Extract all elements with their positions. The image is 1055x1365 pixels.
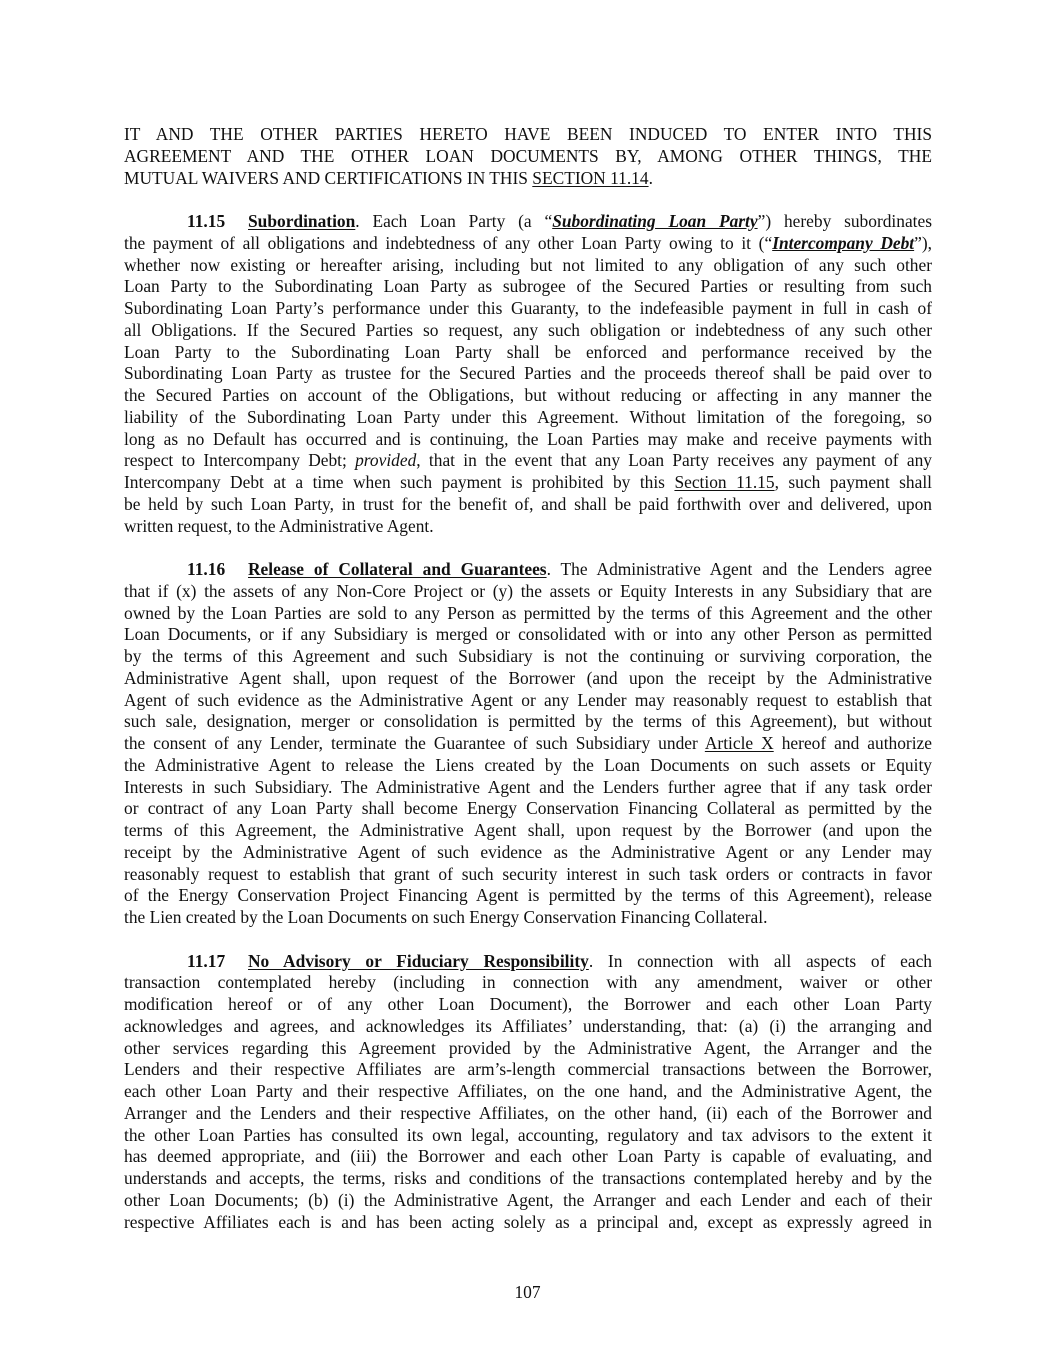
section-number: 11.17: [187, 950, 226, 971]
text-line: other services regarding this Agreement provided by the Administrative Agent, the Arranger and the: [124, 1037, 932, 1058]
text-line: [124, 233, 932, 255]
section-number: 11.15: [187, 211, 226, 231]
text-run: ”) hereby subordinates: [757, 211, 932, 231]
defined-term: Intercompany Debt: [772, 232, 915, 253]
text-line: [124, 951, 932, 973]
text-run: respect to Intercompany Debt;: [124, 450, 356, 471]
text-line: receipt by the Administrative Agent of such evidence as the Administrative Agent or any Lender may: [124, 841, 932, 862]
text-run: hereof and authorize: [773, 733, 932, 753]
text-line: AGREEMENT AND THE OTHER LOAN DOCUMENTS BY, AMONG OTHER THINGS, THE: [124, 145, 932, 166]
text-line: [124, 733, 932, 755]
defined-term: Subordinating Loan Party: [552, 211, 758, 231]
section-reference-link: Section 11.15: [674, 472, 775, 492]
section-11-15: [124, 211, 932, 537]
text-line: [124, 559, 932, 581]
text-line: [124, 168, 932, 190]
text-line: Lenders and their respective Affiliates are arm’s-length commercial transactions between the Borrower,: [124, 1059, 932, 1080]
text-run: MUTUAL WAIVERS AND CERTIFICATIONS IN THIS: [124, 167, 533, 188]
text-line: transaction contemplated hereby (including in connection with any amendment, waiver or other: [124, 972, 932, 993]
text-run: ”),: [914, 232, 932, 253]
section-heading: Release of Collateral and Guarantees: [248, 559, 547, 579]
article-reference-link: Article X: [704, 733, 774, 753]
text-line: the Lien created by the Loan Documents on such Energy Conservation Financing Collateral.: [124, 907, 768, 927]
text-line: owned by the Loan Parties are sold to any Person as permitted by the terms of this Agreement and the other: [124, 602, 932, 623]
document-page: [124, 124, 932, 1233]
text-line: all Obligations. If the Secured Parties so request, any such obligation or indebtedness of any such other: [124, 319, 932, 340]
text-line: modification hereof or of any other Loan Document), the Borrower and each other Loan Party: [124, 994, 932, 1014]
text-line: other Loan Documents; (b) (i) the Administrative Agent, the Arranger and each Lender and each of their: [124, 1189, 932, 1210]
text-run: the payment of all obligations and indebtedness of any other Loan Party owing to it (“: [124, 232, 773, 253]
text-line: terms of this Agreement, the Administrative Agent shall, upon request by the Borrower (and upon the: [124, 820, 932, 840]
text-line: such sale, designation, merger or consolidation is permitted by the terms of this Agreement), but without: [124, 711, 932, 732]
text-line: Loan Party to the Subordinating Loan Party shall be enforced and performance received by the: [124, 341, 932, 362]
text-line: each other Loan Party and their respective Affiliates, on the one hand, and the Administrative Agent, the: [124, 1081, 932, 1101]
text-line: by the terms of this Agreement and such Subsidiary is not the continuing or surviving corporation, the: [124, 646, 932, 666]
text-run: , that in the event that any Loan Party receives any payment of any: [416, 450, 932, 471]
text-line: whether now existing or hereafter arising, including but not limited to any obligation of any such other: [124, 254, 932, 275]
text-line: be held by such Loan Party, in trust for the benefit of, and shall be paid forthwith over and delivered, upon: [124, 493, 932, 514]
section-heading: No Advisory or Fiduciary Responsibility: [248, 950, 589, 971]
text-line: has deemed appropriate, and (iii) the Borrower and each other Loan Party is capable of evaluating, and: [124, 1146, 932, 1167]
section-heading: Subordination: [248, 211, 356, 231]
text-line: the Administrative Agent to release the Liens created by the Loan Documents on such assets or Equity: [124, 754, 932, 775]
intro-paragraph: [124, 124, 932, 189]
text-line: respective Affiliates each is and has been acting solely as a principal and, except as expressly agreed in: [124, 1211, 932, 1232]
text-run: , such payment shall: [774, 472, 932, 492]
text-line: Arranger and the Lenders and their respective Affiliates, on the other hand, (ii) each of the Borrower and: [124, 1102, 932, 1123]
text-line: Loan Documents, or if any Subsidiary is merged or consolidated with or into any other Person as permitted: [124, 624, 932, 645]
text-line: acknowledges and agrees, and acknowledges its Affiliates’ understanding, that: (a) (i) the arranging and: [124, 1015, 932, 1036]
text-run: .: [648, 167, 653, 188]
text-line: Administrative Agent shall, upon request of the Borrower (and upon the receipt by the Administrative: [124, 667, 932, 688]
text-run: the consent of any Lender, terminate the Guarantee of such Subsidiary under: [124, 733, 705, 753]
text-line: Loan Party to the Subordinating Loan Party as subrogee of the Secured Parties or resulting from such: [124, 276, 932, 297]
text-run: . In connection with all aspects of each: [588, 950, 932, 971]
text-line: understands and accepts, the terms, risks and conditions of the transactions contemplated hereby and by the: [124, 1168, 932, 1188]
text-run: . The Administrative Agent and the Lenders agree: [546, 559, 932, 579]
text-line: Agent of such evidence as the Administrative Agent or any Lender may reasonably request to establish that: [124, 689, 932, 710]
text-line: [124, 472, 932, 494]
section-number: 11.16: [187, 559, 226, 579]
page-number: 107: [514, 1282, 541, 1302]
text-line: the other Loan Parties has consulted its own legal, accounting, regulatory and tax advisors to the extent it: [124, 1124, 932, 1145]
text-line: Subordinating Loan Party as trustee for the Secured Parties and the proceeds thereof shall be paid over to: [124, 363, 932, 384]
text-line: that if (x) the assets of any Non-Core Project or (y) the assets or Equity Interests in any Subsidiary that are: [124, 580, 932, 601]
text-line: Subordinating Loan Party’s performance under this Guaranty, to the indefeasible payment in full in cash of: [124, 298, 932, 318]
section-reference-link: SECTION 11.14: [532, 167, 649, 188]
text-run: Intercompany Debt at a time when such payment is prohibited by this: [124, 472, 675, 492]
text-line: of the Energy Conservation Project Financing Agent is permitted by the terms of this Agreement), release: [124, 885, 932, 906]
text-line: long as no Default has occurred and is continuing, the Loan Parties may make and receive payments with: [124, 428, 932, 449]
text-line: [124, 450, 932, 472]
text-line: or contract of any Loan Party shall become Energy Conservation Financing Collateral as permitted by the: [124, 798, 932, 819]
section-11-16: [124, 559, 932, 929]
section-11-17: [124, 951, 932, 1234]
text-run: . Each Loan Party (a “: [355, 211, 553, 231]
text-line: [124, 211, 932, 233]
text-line: written request, to the Administrative Agent.: [124, 515, 434, 536]
text-line: liability of the Subordinating Loan Party under this Agreement. Without limitation of the foregoing, so: [124, 406, 932, 427]
italic-term: provided: [355, 450, 417, 471]
text-line: reasonably request to establish that grant of such security interest in such task orders or contracts in favor: [124, 863, 932, 884]
text-line: the Secured Parties on account of the Obligations, but without reducing or affecting in any manner the: [124, 385, 932, 405]
text-line: Interests in such Subsidiary. The Administrative Agent and the Lenders further agree that if any task order: [124, 776, 932, 797]
text-line: IT AND THE OTHER PARTIES HERETO HAVE BEEN INDUCED TO ENTER INTO THIS: [124, 124, 932, 144]
